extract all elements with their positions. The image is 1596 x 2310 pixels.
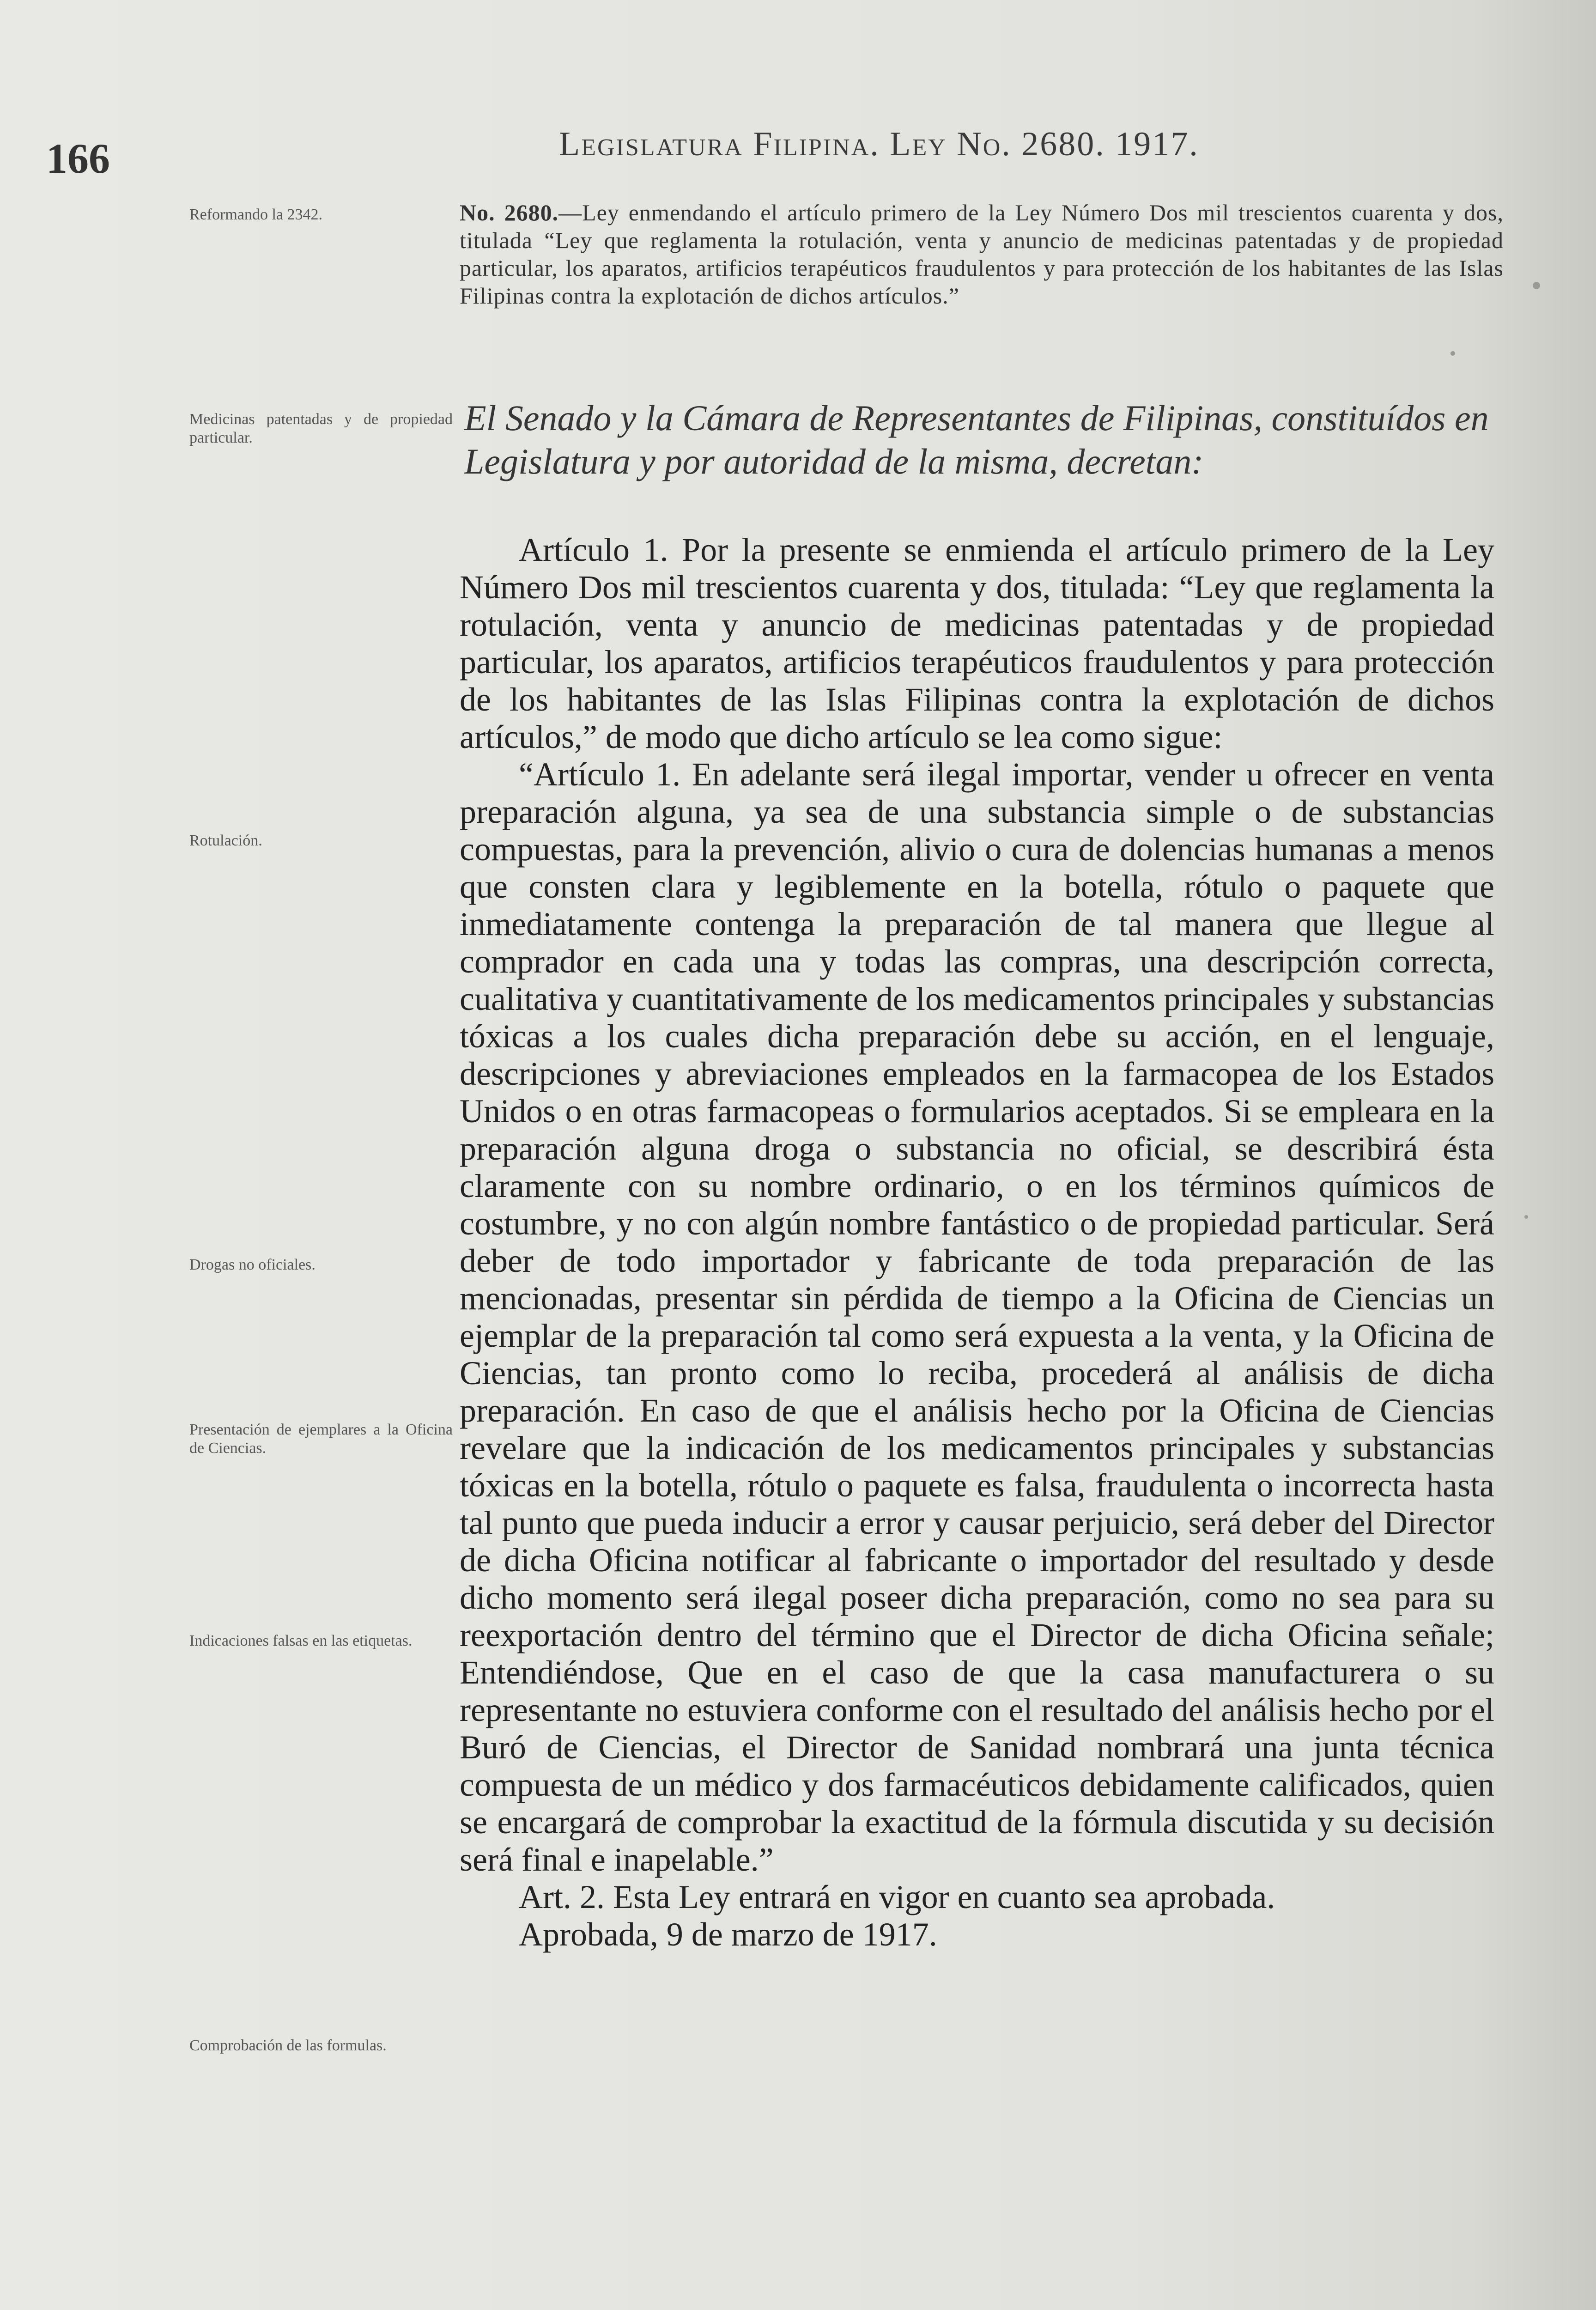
margin-note-labeling: Rotulación. bbox=[189, 832, 262, 849]
page-header bbox=[46, 125, 1524, 180]
margin-note-formula-verification: Comprobación de las formulas. bbox=[189, 2037, 387, 2054]
scan-speck bbox=[1450, 351, 1455, 356]
running-head: Legislatura Filipina. Ley No. 2680. 1917. bbox=[559, 125, 1199, 163]
scan-speck bbox=[1524, 1215, 1528, 1219]
article-1-amended-text: “Artículo 1. En adelante será ilegal importar, vender u ofrecer en venta preparación alguna, ya sea de una substancia simple o de substancias compuestas, para la prevención, alivio o cura de dolencias humanas a menos que consten clara y legiblemente en la botella, rótulo o paquete que inmediatamente contenga la preparación de tal manera que llegue al comprador en cada una y todas las compras, una descripción correcta, cualitativa y cuantitativamente de los medicamentos principales y substancias tóxicas a los cuales dicha preparación debe su acción, en el lenguaje, descripciones y abreviaciones empleados en la farmacopea de los Estados Unidos o en otras farmacopeas o formularios aceptados. Si se empleara en la preparación alguna droga o substancia no oficial, se describirá ésta claramente con su nombre ordinario, o en los términos químicos de costumbre, y no con algún nombre fantástico o de propiedad particular. Será deber de todo importador y fabricante de toda preparación de las mencionadas, presentar sin pérdida de tiempo a la Oficina de Ciencias un ejemplar de la preparación tal como será expuesta a la venta, y la Oficina de Ciencias, tan pronto como lo reciba, procederá al análisis de dicha preparación. En caso de que el análisis hecho por la Oficina de Ciencias revelare que la indicación de los medicamentos principales y substancias tóxicas en la botella, rótulo o paquete es falsa, fraudulenta o incorrecta hasta tal punto que pueda inducir a error y causar perjuicio, será deber del Director de dicha Oficina notificar al fabricante o importador del resultado y desde dicho momento será ilegal poseer dicha preparación, como no sea para su reexportación dentro del término que el Director de dicha Oficina señale; Entendiéndose, Que en el caso de que la casa manufacturera o su representante no estuviera conforme con el resultado del análisis hecho por el Buró de Ciencias, el Director de Sanidad nombrará una junta técnica compuesta de un médico y dos farmacéuticos debidamente calificados, quien se encargará de comprobar la exactitud de la fórmula discutida y su decisión será final e inapelable.” bbox=[460, 756, 1494, 1878]
margin-note-false-labels: Indicaciones falsas en las etiquetas. bbox=[189, 1632, 413, 1649]
article-2: Art. 2. Esta Ley entrará en vigor en cuanto sea aprobada. bbox=[519, 1878, 1275, 1915]
approval-date: Aprobada, 9 de marzo de 1917. bbox=[519, 1916, 937, 1953]
article-1-intro: Artículo 1. Por la presente se enmienda el artículo primero de la Ley Número Dos mil trescientos cuarenta y dos, titulada: “Ley que reglamenta la rotulación, venta y anuncio de medicinas patentadas y de propiedad particular, los aparatos, artificios terapéuticos fraudulentos y para protección de los habitantes de las Islas Filipinas contra la explotación de dichos artículos,” de modo que dicho artículo se lea como sigue: bbox=[460, 531, 1494, 755]
margin-note-specimen-submission: Presentación de ejemplares a la Oficina de Ciencias. bbox=[189, 1421, 453, 1457]
scan-speck bbox=[1533, 282, 1540, 289]
law-title-block bbox=[460, 199, 1504, 310]
margin-note-patent-medicines: Medicinas patentadas y de propiedad particular. bbox=[189, 411, 453, 446]
enacting-clause: El Senado y la Cámara de Representantes de Filipinas, constituídos en Legislatura y por autoridad de la misma, decretan: bbox=[464, 398, 1489, 481]
law-body bbox=[460, 531, 1494, 1953]
law-title-text: —Ley enmendando el artículo primero de la Ley Número Dos mil trescientos cuarenta y dos, titulada “Ley que reglamenta la rotulación, venta y anuncio de medicinas patentadas y de propiedad particular, los aparatos, artificios terapéuticos fraudulentos y para protección de los habitantes de las Islas Filipinas contra la explotación de dichos artículos.” bbox=[460, 200, 1504, 309]
margin-note-reform: Reformando la 2342. bbox=[189, 206, 322, 223]
page-number: 166 bbox=[46, 135, 110, 182]
margin-note-unofficial-drugs: Drogas no oficiales. bbox=[189, 1256, 316, 1273]
law-number: No. 2680. bbox=[460, 200, 559, 225]
